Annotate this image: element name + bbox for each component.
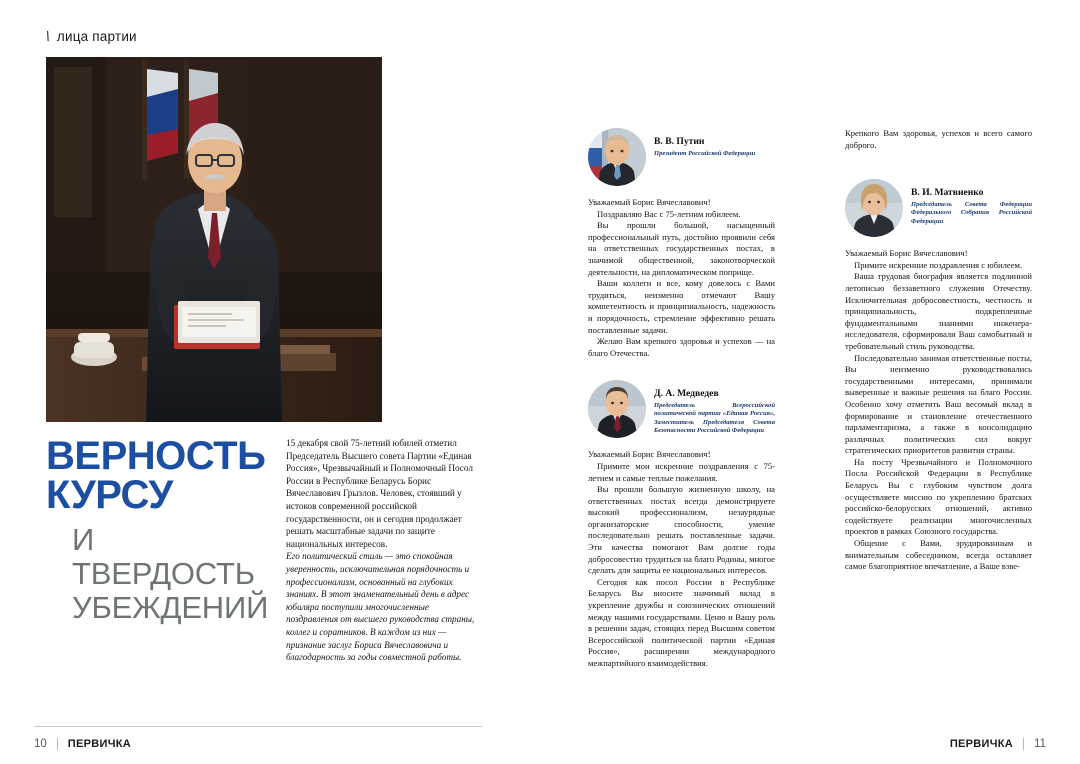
person-card-putin [588, 128, 775, 186]
headline-line-1: ВЕРНОСТЬ [46, 434, 266, 478]
putin-paragraph-2: Поздравляю Вас с 75-летним юбилеем. [597, 208, 741, 219]
putin-paragraph-4: Ваши коллеги и все, кому довелось с Вами трудиться, неизменно отмечают Вашу компетентность и принципиальность, надежность и порядочность, стремление эффективно решать поставленные задачи. [588, 278, 775, 335]
matvienko-paragraph-5: На посту Чрезвычайного и Полномочного Посла Российской Федерации в Республике Беларусь Вы с глубоким чувством долга осуществляете миссию по укреплению братских российско-белорусских отношений, активно содействуете реализации многочисленных проектов в рамках Союзного государства. [845, 456, 1032, 537]
portrait-medvedev [588, 380, 646, 438]
matvienko-paragraph-2: Примите искренние поздравления с юбилеем. [854, 259, 1023, 270]
person-name-medvedev: Д. А. Медведев [654, 388, 719, 400]
medvedev-paragraph-2: Примите мои искренние поздравления с 75-летием и самые теплые пожелания. [588, 460, 775, 483]
footer-divider-left [34, 726, 482, 727]
footer-separator-left [57, 738, 58, 750]
rubric [46, 28, 137, 44]
spacer-7 [845, 172, 1032, 179]
matvienko-paragraph-3: Ваша трудовая биография является подлинной летописью беззаветного служения Отечеству. Исключительная добросовестность, честность и принципиальность, подкрепленные фундаментальными знаниями инженера-исследователя, сформировали Ваш самобытный и требовательный стиль руководства. [845, 271, 1032, 351]
page-number-right: 11 [1034, 738, 1046, 750]
intro-text [286, 437, 478, 664]
intro-paragraph-2: Его политический стиль — это спокойная уверенность, исключительная порядочность и профессионализм, основанный на глубоких знаниях. В этот знаменательный день в адрес юбиляра поступили многочисленные поздравления от высшего руководства страны, коллег и соратников. В каждом из них — признание заслуг Бориса Вячеславовича и благодарность за годы совместной работы. [286, 551, 475, 663]
rubric-slash-icon: \ [44, 28, 52, 44]
putin-salutation: Уважаемый Борис Вячеславович! [588, 197, 711, 207]
medvedev-salutation: Уважаемый Борис Вячеславович! [588, 449, 711, 460]
medvedev-paragraph-4-cont: Крепкого Вам здоровья, успехов и всего самого доброго. [845, 128, 1032, 150]
person-name-putin: В. В. Путин [654, 136, 705, 147]
portrait-putin-illustration [588, 128, 646, 186]
medvedev-paragraph-3: Вы прошли большую жизненную школу, на ответственных постах всегда демонстрируете высокий профессионализм, незаурядные организаторские способности, умение последовательно решать поставленные задачи. Эти качества помогают Вам долгие годы добросовестно трудиться на благо Родины, многое сделать для защиты ее национальных интересов. [588, 484, 775, 576]
matvienko-paragraph-4: Последовательно занимая ответственные посты, Вы неизменно руководствовались государственными интересами, принимали выверенные и важные решения на благо России. Особенно хочу отметить Ваш весомый вклад в формирование и становление отечественного парламентаризма, а также в консолидацию различных политических сил вокруг стратегических приоритетов развития страны. [845, 352, 1032, 456]
hero-photo [46, 57, 382, 422]
spacer-3 [588, 373, 775, 380]
spacer-1 [588, 359, 775, 366]
footer-right [950, 738, 1046, 750]
portrait-putin [588, 128, 646, 186]
spacer-5 [845, 158, 1032, 165]
person-name-matvienko: В. И. Матвиенко [911, 187, 984, 199]
headline-line-3: И ТВЕРДОСТЬ [72, 522, 255, 591]
magazine-name-left: ПЕРВИЧКА [67, 738, 132, 750]
person-meta-matvienko [911, 179, 1032, 226]
intro-paragraph-1: 15 декабря свой 75-летний юбилей отметил Председатель Высшего совета Партии «Единая Россия», Чрезвычайный и Полномочный Посол России в Республике Беларусь Борис Вячеславович Грызлов. Человек, стоявший у истоков современной российской государственности, он и сегодня продолжает решать масштабные задачи по защите национальных интересов. [286, 438, 473, 549]
footer-separator-right [1023, 738, 1024, 750]
matvienko-salutation: Уважаемый Борис Вячеславович! [845, 248, 968, 259]
medvedev-paragraph-4-start: Сегодня как посол России в Республике Беларусь Вы вносите значимый вклад в укрепление дружбы и союзнических отношений между нашими государствами. Ценю и Вашу роль в решении задач, стоящих перед Высшим советом Всероссийской политической партии «Единая Россия», расширении международного межпартийного взаимодействия. [588, 576, 775, 668]
portrait-medvedev-illustration [588, 380, 646, 438]
right-page [540, 0, 1080, 764]
putin-paragraph-3: Вы прошли большой, насыщенный профессиональный путь, достойно проявили себя на ответственных государственных постах, в значимой общественной, законотворческой деятельности, на дипломатическом поприще. [588, 220, 775, 277]
putin-paragraph-5: Желаю Вам крепкого здоровья и успехов — на благо Отечества. [588, 336, 775, 358]
person-title-matvienko: Председатель Совета Федерации Федерального Собрания Российской Федерации [911, 200, 1032, 225]
column-right [845, 128, 1032, 573]
person-title-medvedev: Председатель Всероссийской политической партии «Единая Россия», Заместитель Председателя Совета Безопасности Российской Федерации [654, 401, 775, 435]
hero-photo-illustration [46, 57, 382, 422]
person-meta-putin [654, 128, 755, 158]
portrait-matvienko-illustration [845, 179, 903, 237]
footer-left [34, 738, 131, 750]
spacer-2 [588, 366, 775, 373]
headline-line-4: УБЕЖДЕНИЙ [72, 590, 269, 625]
page-title [46, 434, 281, 625]
portrait-matvienko [845, 179, 903, 237]
headline-line-2: КУРСУ [46, 473, 173, 517]
person-title-putin: Президент Российской Федерации [654, 149, 756, 157]
spacer-4 [845, 151, 1032, 158]
person-card-matvienko [845, 179, 1032, 237]
matvienko-paragraph-6: Общение с Вами, эрудированным и внимательным собеседником, всегда оставляет самое благоприятное впечатление, а Ваше взве- [845, 538, 1032, 572]
rubric-label: лица партии [56, 28, 137, 44]
magazine-name-right: ПЕРВИЧКА [949, 738, 1014, 750]
spacer-6 [845, 165, 1032, 172]
person-meta-medvedev [654, 380, 775, 435]
person-card-medvedev [588, 380, 775, 438]
column-left [588, 128, 775, 670]
page-number-left: 10 [34, 738, 47, 750]
